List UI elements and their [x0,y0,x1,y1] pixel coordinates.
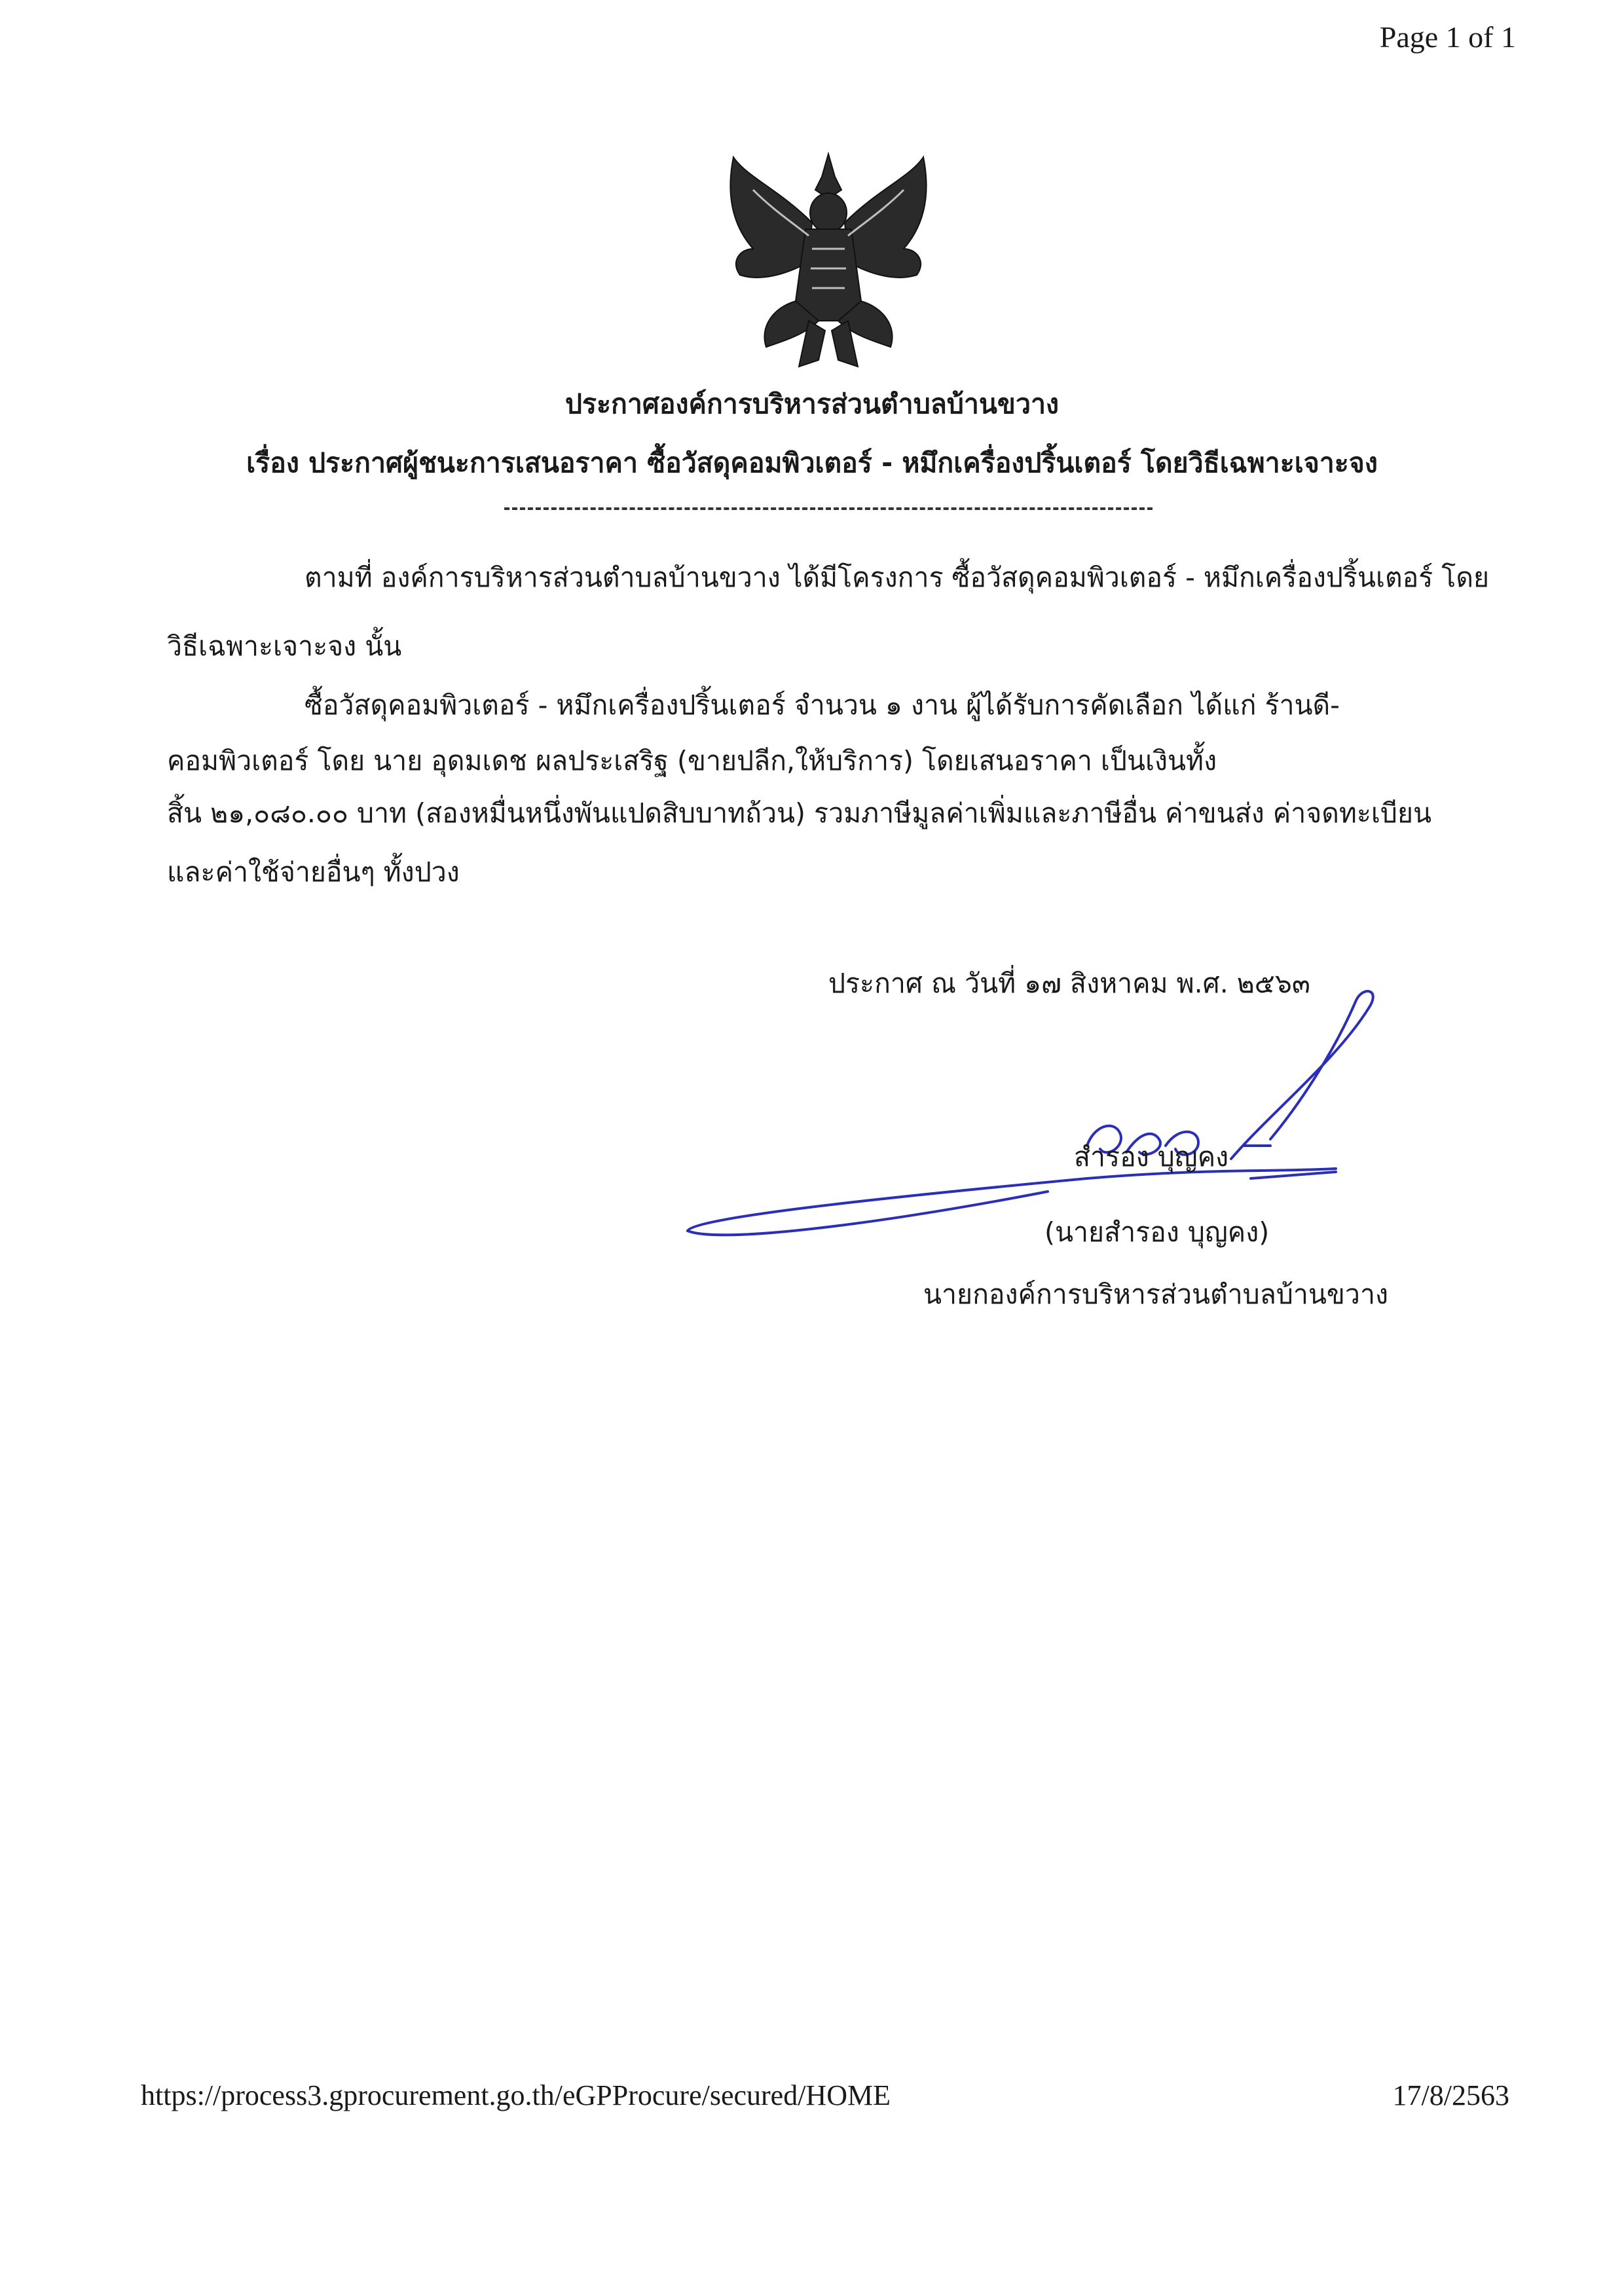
signer-name: สำรอง บุญคง [1074,1141,1229,1173]
title-divider [504,507,1153,510]
footer-url: https://process3.gprocurement.go.th/eGPProcure/secured/HOME [141,2079,891,2111]
garuda-emblem-icon [720,151,936,376]
announcement-date: ประกาศ ณ วันที่ ๑๗ สิงหาคม พ.ศ. ๒๕๖๓ [828,968,1310,999]
footer-date: 17/8/2563 [1392,2079,1509,2111]
body-line-1: ตามที่ องค์การบริหารส่วนตำบลบ้านขวาง ได้มีโครงการ ซื้อวัสดุคอมพิวเตอร์ - หมึกเครื่องปริ้นเตอร์ โดย [304,562,1489,593]
page-indicator: Page 1 of 1 [1379,20,1516,54]
signer-position: นายกองค์การบริหารส่วนตำบลบ้านขวาง [923,1279,1388,1310]
body-line-5: สิ้น ๒๑,๐๘๐.๐๐ บาท (สองหมื่นหนึ่งพันแปดสิบบาทถ้วน) รวมภาษีมูลค่าเพิ่มและภาษีอื่น ค่าขนส่ง ค่าจดทะเบียน [167,797,1432,829]
body-line-3: ซื้อวัสดุคอมพิวเตอร์ - หมึกเครื่องปริ้นเตอร์ จำนวน ๑ งาน ผู้ได้รับการคัดเลือก ได้แก่ ร้านดี- [304,689,1340,721]
announcement-subject: เรื่อง ประกาศผู้ชนะการเสนอราคา ซื้อวัสดุคอมพิวเตอร์ - หมึกเครื่องปริ้นเตอร์ โดยวิธีเฉพาะเจาะจง [246,447,1378,479]
body-line-2: วิธีเฉพาะเจาะจง นั้น [167,630,402,662]
body-line-6: และค่าใช้จ่ายอื่นๆ ทั้งปวง [167,856,460,888]
announcement-title: ประกาศองค์การบริหารส่วนตำบลบ้านขวาง [564,388,1060,420]
body-line-4: คอมพิวเตอร์ โดย นาย อุดมเดช ผลประเสริฐ (ขายปลีก,ให้บริการ) โดยเสนอราคา เป็นเงินทั้ง [167,745,1217,776]
signer-full-name: (นายสำรอง บุญคง) [1044,1216,1270,1248]
